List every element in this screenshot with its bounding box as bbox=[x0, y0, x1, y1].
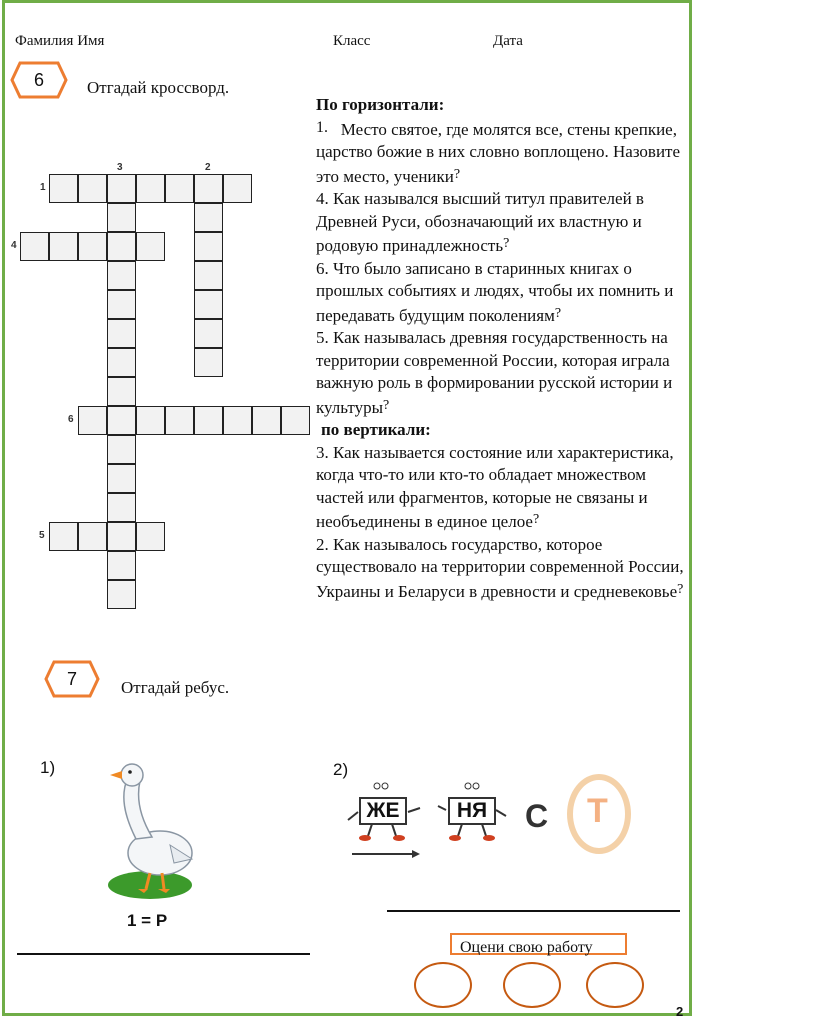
crossword-cell[interactable] bbox=[78, 174, 107, 203]
rebus1-caption: 1 = Р bbox=[127, 911, 168, 930]
crossword-cell[interactable] bbox=[107, 174, 136, 203]
crossword-cell[interactable] bbox=[107, 551, 136, 580]
crossword-cell[interactable] bbox=[165, 174, 194, 203]
crossword-cell[interactable] bbox=[78, 406, 107, 435]
crossword-number-4: 4 bbox=[11, 240, 17, 251]
crossword-cell[interactable] bbox=[107, 580, 136, 609]
crossword-cell[interactable] bbox=[194, 232, 223, 261]
crossword-cell[interactable] bbox=[136, 174, 165, 203]
crossword-number-3: 3 bbox=[117, 162, 123, 173]
horizontal-header: По горизонтали: bbox=[316, 95, 445, 114]
crossword-cell[interactable] bbox=[194, 348, 223, 377]
clue-h5: 5. Как называлась древняя государственность на территории современной России, которая играла важную роль в формировании русской истории и культуры? bbox=[316, 328, 673, 417]
crossword-cell[interactable] bbox=[107, 261, 136, 290]
date-label: Дата bbox=[493, 33, 523, 49]
rebus-letter-c: С bbox=[525, 798, 549, 834]
crossword-cell[interactable] bbox=[107, 232, 136, 261]
crossword-cell[interactable] bbox=[136, 522, 165, 551]
crossword-cell[interactable] bbox=[107, 348, 136, 377]
crossword-cell[interactable] bbox=[78, 522, 107, 551]
goose-icon bbox=[100, 755, 195, 905]
rating-oval-2[interactable] bbox=[503, 962, 561, 1008]
crossword-cell[interactable] bbox=[78, 232, 107, 261]
answer-line-2 bbox=[387, 910, 680, 912]
crossword-cell[interactable] bbox=[223, 174, 252, 203]
answer-line-1 bbox=[17, 953, 310, 955]
task-number-badge-6: 6 bbox=[10, 61, 68, 99]
crossword-cell[interactable] bbox=[136, 232, 165, 261]
crossword-cell[interactable] bbox=[136, 406, 165, 435]
rebus-tile-zhe: ЖЕ bbox=[359, 797, 407, 825]
crossword-cell[interactable] bbox=[49, 232, 78, 261]
page-number: 2 bbox=[676, 1004, 684, 1019]
crossword-cell[interactable] bbox=[194, 261, 223, 290]
crossword-cell[interactable] bbox=[194, 203, 223, 232]
clue-h4: 4. Как назывался высший титул правителей в Древней Руси, обозначающий их властную и родовую принадлежность? bbox=[316, 189, 644, 255]
crossword-number-5: 5 bbox=[39, 530, 45, 541]
crossword-cell[interactable] bbox=[252, 406, 281, 435]
crossword-cell[interactable] bbox=[107, 464, 136, 493]
crossword-cell[interactable] bbox=[281, 406, 310, 435]
crossword-clues bbox=[316, 94, 696, 603]
crossword-cell[interactable] bbox=[107, 435, 136, 464]
crossword-cell[interactable] bbox=[107, 493, 136, 522]
crossword-cell[interactable] bbox=[223, 406, 252, 435]
rebus-letter-t: Т bbox=[587, 792, 608, 830]
clue-v2: 2. Как называлось государство, которое существовало на территории современной России, Украины и Беларуси в древности и средневековье? bbox=[316, 534, 684, 601]
clue-h1: 1. Место святое, где молятся все, стены крепкие, царство божие в них словно воплощено. Назовите это место, ученики? bbox=[316, 118, 681, 186]
crossword-cell[interactable] bbox=[194, 290, 223, 319]
task7-title: Отгадай ребус. bbox=[121, 678, 230, 697]
crossword-cell[interactable] bbox=[20, 232, 49, 261]
crossword-number-6: 6 bbox=[68, 414, 74, 425]
crossword-cell[interactable] bbox=[107, 203, 136, 232]
crossword-cell[interactable] bbox=[107, 290, 136, 319]
name-label: Фамилия Имя bbox=[15, 33, 105, 49]
rating-oval-1[interactable] bbox=[414, 962, 472, 1008]
task6-title: Отгадай кроссворд. bbox=[87, 78, 230, 97]
assessment-label: Оцени свою работу bbox=[460, 939, 593, 956]
crossword-cell[interactable] bbox=[194, 319, 223, 348]
crossword-cell[interactable] bbox=[107, 319, 136, 348]
class-label: Класс bbox=[333, 33, 371, 49]
crossword-cell[interactable] bbox=[165, 406, 194, 435]
crossword-cell[interactable] bbox=[194, 406, 223, 435]
task-number-badge-7: 7 bbox=[44, 660, 100, 698]
crossword-number-2: 2 bbox=[205, 162, 211, 173]
crossword-cell[interactable] bbox=[107, 377, 136, 406]
crossword-cell[interactable] bbox=[107, 406, 136, 435]
rebus-tile-nya: НЯ bbox=[448, 797, 496, 825]
clue-h6: 6. Что было записано в старинных книгах о прошлых событиях и людях, чтобы их помнить и передавать будущим поколениям? bbox=[316, 258, 674, 325]
crossword-cell[interactable] bbox=[49, 174, 78, 203]
vertical-header: по вертикали: bbox=[321, 420, 431, 439]
rating-oval-3[interactable] bbox=[586, 962, 644, 1008]
crossword-cell[interactable] bbox=[49, 522, 78, 551]
rebus1-label: 1) bbox=[40, 758, 56, 777]
clue-v3: 3. Как называется состояние или характеристика, когда что-то или кто-то обладает множеством частей или фрагментов, которые не связаны и необъединены в единое целое? bbox=[316, 442, 674, 531]
crossword-number-1: 1 bbox=[40, 182, 46, 193]
crossword-cell[interactable] bbox=[194, 174, 223, 203]
rebus2-label: 2) bbox=[333, 760, 349, 779]
crossword-cell[interactable] bbox=[107, 522, 136, 551]
